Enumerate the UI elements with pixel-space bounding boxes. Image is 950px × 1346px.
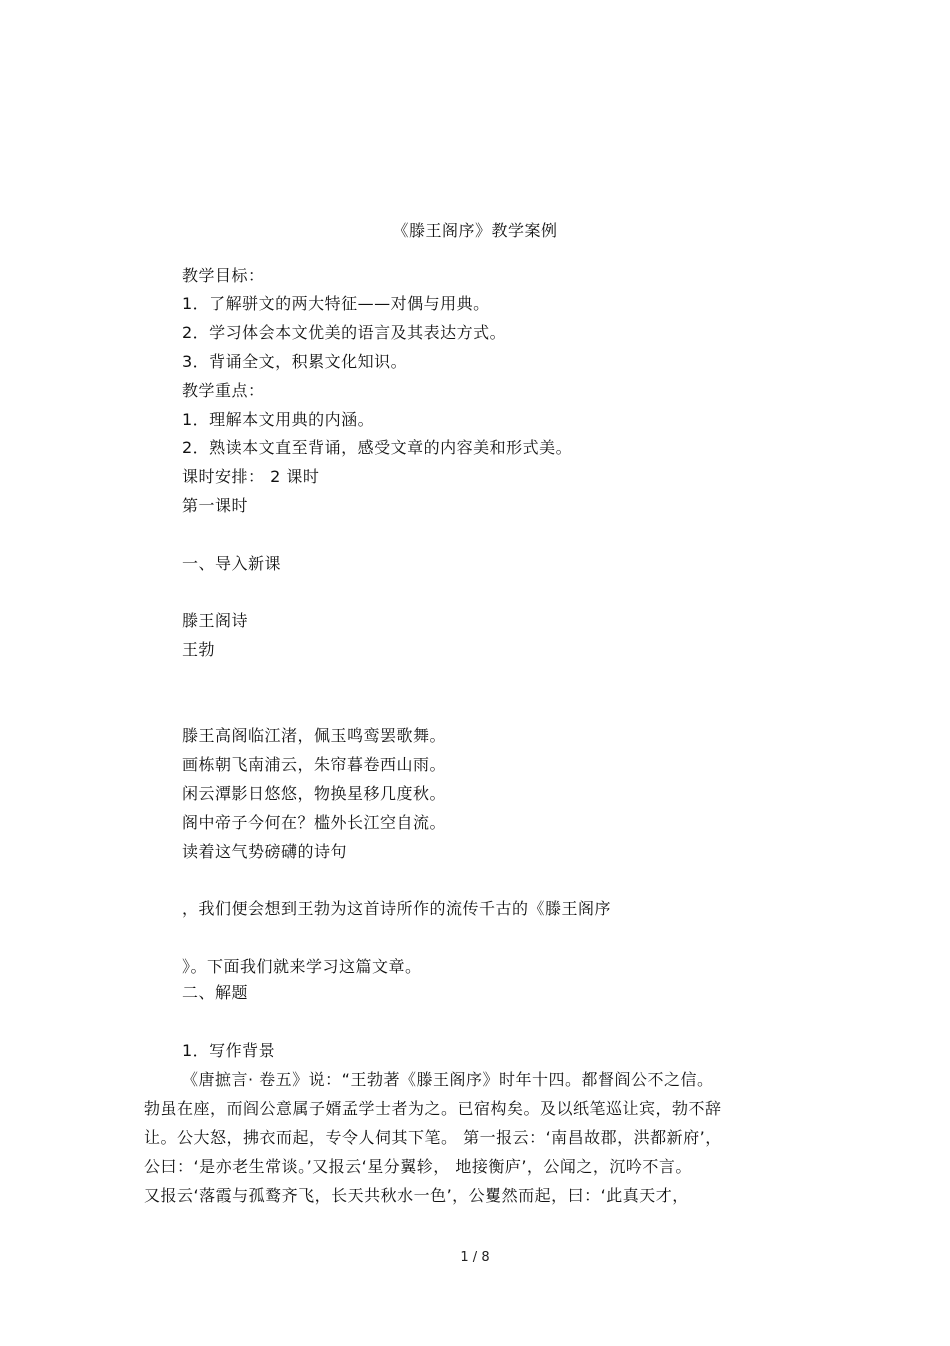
poem-line-2: 画栋朝飞南浦云，朱帘暮卷西山雨。 <box>182 755 447 774</box>
background-line-1: 《唐摭言· 卷五》说：“王勃著《滕王阁序》时年十四。都督阎公不之信。 <box>182 1070 714 1089</box>
intro-text-2: ，我们便会想到王勃为这首诗所作的流传千古的《滕王阁序 <box>182 899 612 918</box>
objective-item-3: 3．背诵全文，积累文化知识。 <box>182 352 408 371</box>
poem-author: 王勃 <box>182 640 216 659</box>
poem-line-4: 阁中帝子今何在？槛外长江空自流。 <box>182 813 447 832</box>
objective-item-2: 2．学习体会本文优美的语言及其表达方式。 <box>182 323 507 342</box>
focus-item-1: 1．理解本文用典的内涵。 <box>182 410 375 429</box>
section1-heading: 一、导入新课 <box>182 554 282 573</box>
document-title: 《滕王阁序》教学案例 <box>392 221 558 240</box>
objectives-heading: 教学目标： <box>182 266 265 285</box>
focus-item-2: 2．熟读本文直至背诵，感受文章的内容美和形式美。 <box>182 438 573 457</box>
page-indicator: 1 / 8 <box>460 1250 490 1265</box>
background-line-3: 让。公大怒，拂衣而起，专令人伺其下笔。 第一报云：‘南昌故郡，洪都新府’， <box>144 1128 722 1147</box>
poem-title: 滕王阁诗 <box>182 611 249 630</box>
intro-text-1: 读着这气势磅礴的诗句 <box>182 842 348 861</box>
background-line-2: 勃虽在座，而阎公意属子婿孟学士者为之。已宿构矣。及以纸笔巡让宾，勃不辞 <box>144 1099 722 1118</box>
first-lesson-heading: 第一课时 <box>182 496 249 515</box>
objective-item-1: 1．了解骈文的两大特征——对偶与用典。 <box>182 294 490 313</box>
poem-line-3: 闲云潭影日悠悠，物换星移几度秋。 <box>182 784 447 803</box>
intro-text-3: 》。下面我们就来学习这篇文章。 <box>182 957 422 976</box>
background-heading: 1．写作背景 <box>182 1041 276 1060</box>
background-line-4: 公曰：‘是亦老生常谈。’又报云‘星分翼轸， 地接衡庐’，公闻之，沉吟不言。 <box>144 1157 692 1176</box>
section2-heading: 二、解题 <box>182 983 249 1002</box>
poem-line-1: 滕王高阁临江渚，佩玉鸣鸾罢歌舞。 <box>182 726 447 745</box>
focus-heading: 教学重点： <box>182 381 265 400</box>
background-line-5: 又报云‘落霞与孤鹜齐飞，长天共秋水一色’，公矍然而起，曰：‘此真天才， <box>144 1186 689 1205</box>
schedule-line: 课时安排： 2 课时 <box>182 467 320 486</box>
